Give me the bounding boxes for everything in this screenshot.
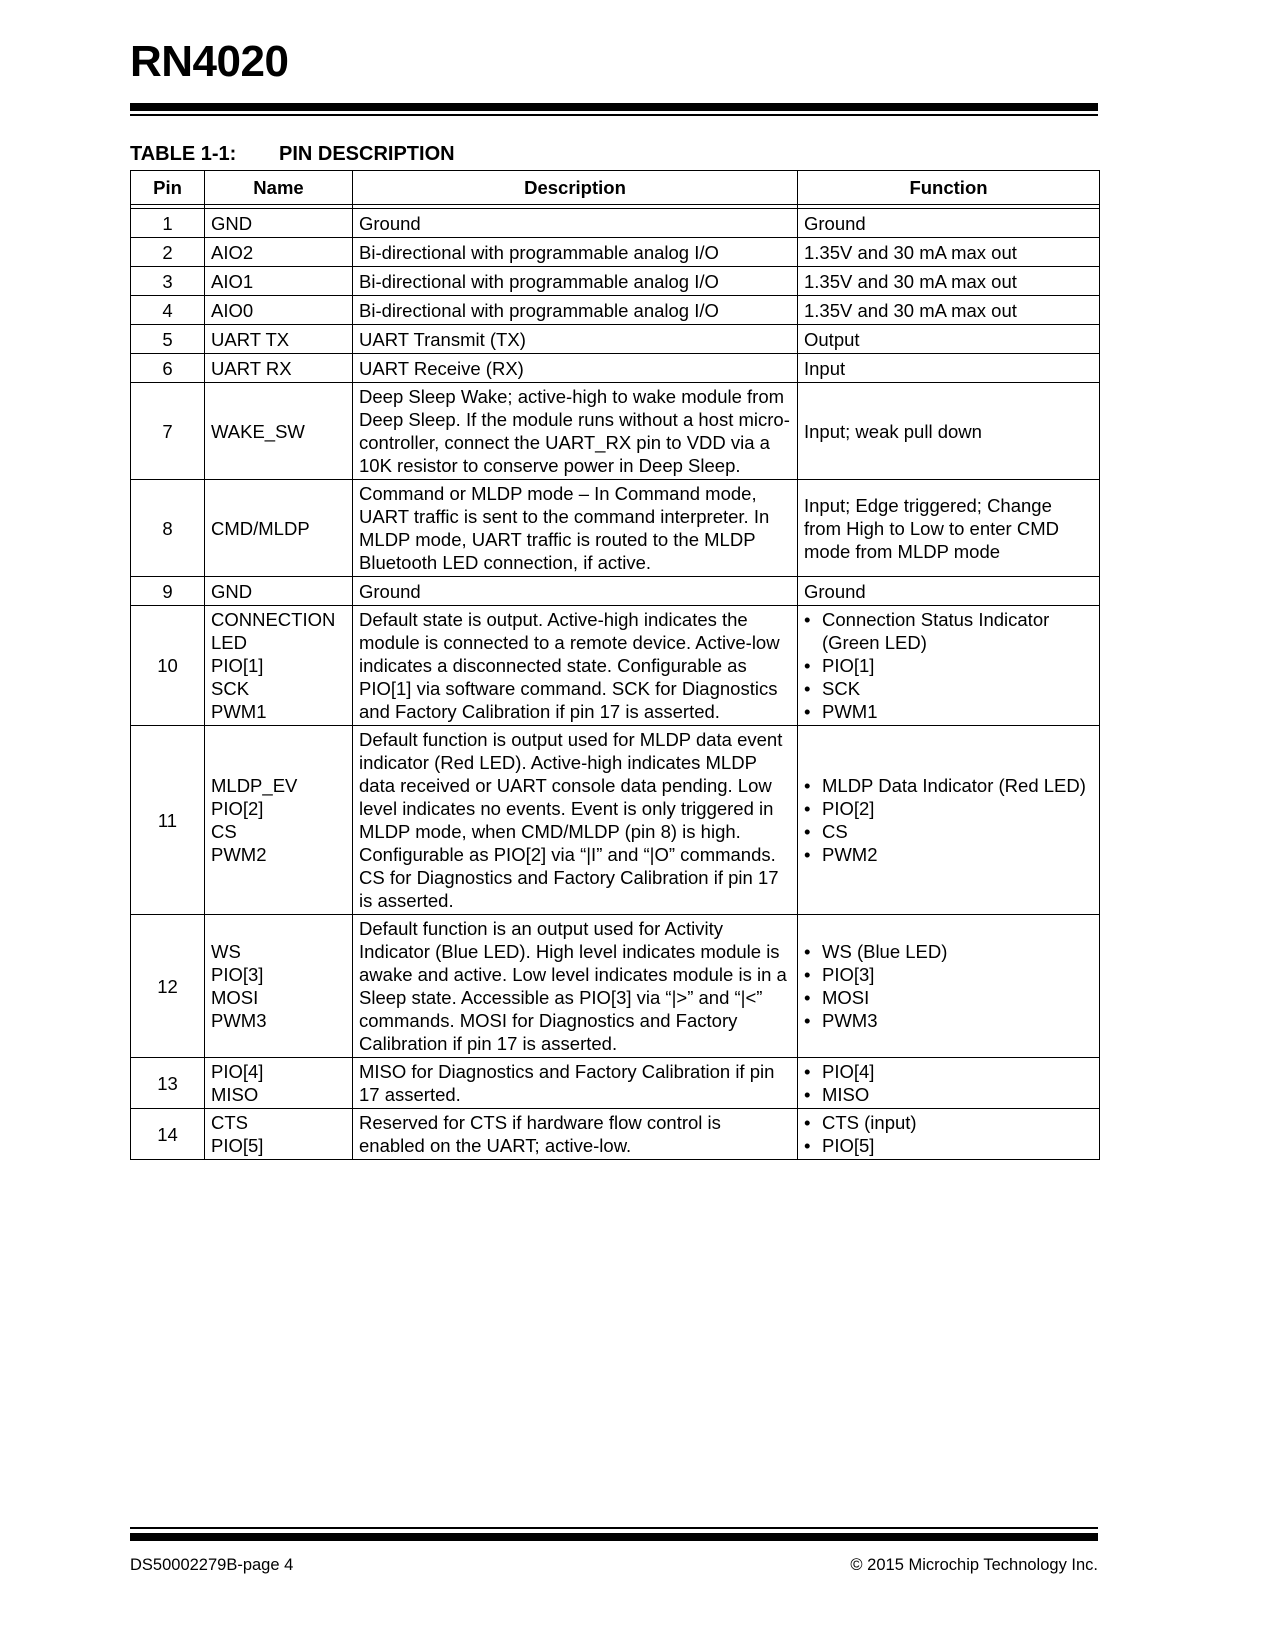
table-row — [131, 1109, 1100, 1160]
pin-description: Deep Sleep Wake; active-high to wake module from Deep Sleep. If the module runs without a host micro-controller, connect the UART_RX pin to VDD via a 10K resistor to conserve power in Deep Sleep. — [353, 383, 798, 480]
pin-description: Bi-directional with programmable analog I/O — [353, 296, 798, 325]
pin-number: 13 — [131, 1058, 205, 1109]
function-text: 1.35V and 30 mA max out — [804, 299, 1017, 321]
pin-function — [798, 238, 1100, 267]
pin-name-line: CTS — [211, 1112, 248, 1133]
pin-name-line: SCK — [211, 678, 250, 699]
pin-name-line: LED — [211, 632, 247, 653]
function-list — [804, 940, 1093, 1032]
table-row — [131, 915, 1100, 1058]
function-list-item: • MISO — [804, 1083, 1093, 1106]
pin-function — [798, 1058, 1100, 1109]
pin-description: MISO for Diagnostics and Factory Calibration if pin 17 asserted. — [353, 1058, 798, 1109]
pin-name-line: PIO[1] — [211, 655, 264, 676]
table-row — [131, 296, 1100, 325]
function-list-item: • PWM3 — [804, 1009, 1093, 1032]
function-text: Input; Edge triggered; Change from High to Low to enter CMD mode from MLDP mode — [804, 494, 1059, 562]
pin-name-line: MISO — [211, 1084, 259, 1105]
pin-number: 3 — [131, 267, 205, 296]
function-list-item: • MLDP Data Indicator (Red LED) — [804, 774, 1093, 797]
function-text: Ground — [804, 580, 866, 602]
pin-description: Ground — [353, 209, 798, 238]
pin-name — [205, 296, 353, 325]
function-list-item: • PWM2 — [804, 843, 1093, 866]
function-list-item: • PIO[5] — [804, 1134, 1093, 1157]
function-list-item: • PIO[3] — [804, 963, 1093, 986]
table-row — [131, 354, 1100, 383]
pin-function — [798, 726, 1100, 915]
pin-number: 7 — [131, 383, 205, 480]
pin-number: 4 — [131, 296, 205, 325]
pin-number: 14 — [131, 1109, 205, 1160]
pin-name — [205, 354, 353, 383]
pin-number: 9 — [131, 577, 205, 606]
table-caption — [130, 143, 455, 166]
pin-number: 2 — [131, 238, 205, 267]
pin-name-line: PIO[4] — [211, 1061, 264, 1082]
pin-name-line: AIO0 — [211, 299, 254, 321]
pin-name-line: PWM2 — [211, 844, 267, 865]
pin-function — [798, 209, 1100, 238]
function-list — [804, 608, 1093, 723]
pin-name — [205, 209, 353, 238]
table-header-row — [131, 171, 1100, 205]
pin-name-line: MLDP_EV — [211, 775, 298, 796]
pin-name — [205, 577, 353, 606]
pin-name — [205, 726, 353, 915]
footer-document-id: DS50002279B-page 4 — [130, 1556, 294, 1574]
function-list — [804, 774, 1093, 866]
pin-name-line: CONNECTION — [211, 609, 336, 630]
pin-name — [205, 915, 353, 1058]
function-text: Input — [804, 357, 846, 379]
pin-name-line: WS — [211, 941, 241, 962]
pin-name-line: AIO2 — [211, 241, 254, 263]
function-list-item: • SCK — [804, 677, 1093, 700]
table-row — [131, 383, 1100, 480]
pin-description: Bi-directional with programmable analog I/O — [353, 267, 798, 296]
footer-copyright: © 2015 Microchip Technology Inc. — [850, 1556, 1098, 1574]
pin-name — [205, 1109, 353, 1160]
function-list-item: • Connection Status Indicator (Green LED) — [804, 608, 1093, 654]
pin-description: Default state is output. Active-high indicates the module is connected to a remote device. Active-low indicates a disconnected state. Configurable as PIO[1] via software command. SCK for Diagnostics and Factory Calibration if pin 17 is asserted. — [353, 606, 798, 726]
header-description: Description — [353, 171, 798, 205]
pin-description: Default function is an output used for Activity Indicator (Blue LED). High level indicates module is awake and active. Low level indicates module is in a Sleep state. Accessible as PIO[3] via “|>” and “|<” commands. MOSI for Diagnostics and Factory Calibration if pin 17 is asserted. — [353, 915, 798, 1058]
pin-number: 6 — [131, 354, 205, 383]
function-list-item: • CTS (input) — [804, 1111, 1093, 1134]
function-list-item: • PIO[4] — [804, 1060, 1093, 1083]
pin-number: 5 — [131, 325, 205, 354]
pin-name-line: GND — [211, 212, 253, 234]
table-row — [131, 325, 1100, 354]
function-list-item: • WS (Blue LED) — [804, 940, 1093, 963]
pin-number: 1 — [131, 209, 205, 238]
table-row — [131, 209, 1100, 238]
pin-name — [205, 1058, 353, 1109]
pin-function — [798, 383, 1100, 480]
header-name: Name — [205, 171, 353, 205]
pin-name-line: PIO[3] — [211, 964, 264, 985]
document-title: RN4020 — [130, 37, 289, 86]
header-function: Function — [798, 171, 1100, 205]
footer-rule-thin — [130, 1527, 1098, 1529]
pin-function — [798, 1109, 1100, 1160]
table-title: PIN DESCRIPTION — [279, 143, 455, 165]
pin-name — [205, 383, 353, 480]
header-rule-thin — [130, 114, 1098, 116]
function-list-item: • MOSI — [804, 986, 1093, 1009]
header-rule-thick — [130, 103, 1098, 111]
table-row — [131, 238, 1100, 267]
table-row — [131, 267, 1100, 296]
table-row — [131, 577, 1100, 606]
header-pin: Pin — [131, 171, 205, 205]
pin-description-table — [130, 170, 1100, 1160]
pin-name-line: CMD/MLDP — [211, 517, 310, 539]
function-text: 1.35V and 30 mA max out — [804, 241, 1017, 263]
function-list-item: • CS — [804, 820, 1093, 843]
pin-name-line: AIO1 — [211, 270, 254, 292]
pin-name-line: PWM3 — [211, 1010, 267, 1031]
pin-function — [798, 915, 1100, 1058]
table-row — [131, 726, 1100, 915]
pin-function — [798, 577, 1100, 606]
pin-description: Ground — [353, 577, 798, 606]
pin-name — [205, 238, 353, 267]
pin-description: Default function is output used for MLDP data event indicator (Red LED). Active-high indicates MLDP data received or UART console data pending. Low level indicates no events. Event is only triggered in MLDP mode, when CMD/MLDP (pin 8) is high. Configurable as PIO[2] via “|I” and “|O” commands. CS for Diagnostics and Factory Calibration if pin 17 is asserted. — [353, 726, 798, 915]
pin-function — [798, 354, 1100, 383]
pin-function — [798, 606, 1100, 726]
pin-number: 10 — [131, 606, 205, 726]
pin-name-line: CS — [211, 821, 237, 842]
pin-name — [205, 267, 353, 296]
pin-description: Reserved for CTS if hardware flow control is enabled on the UART; active-low. — [353, 1109, 798, 1160]
pin-name-line: WAKE_SW — [211, 420, 305, 442]
function-list-item: • PWM1 — [804, 700, 1093, 723]
function-text: Output — [804, 328, 860, 350]
pin-name-line: UART TX — [211, 328, 290, 350]
table-row — [131, 480, 1100, 577]
pin-description: UART Transmit (TX) — [353, 325, 798, 354]
pin-description: Command or MLDP mode – In Command mode, UART traffic is sent to the command interpreter. In MLDP mode, UART traffic is routed to the MLDP Bluetooth LED connection, if active. — [353, 480, 798, 577]
pin-number: 12 — [131, 915, 205, 1058]
table-body — [131, 205, 1100, 1160]
pin-name-line: UART RX — [211, 357, 292, 379]
function-list — [804, 1060, 1093, 1106]
table-row — [131, 606, 1100, 726]
pin-function — [798, 480, 1100, 577]
pin-function — [798, 296, 1100, 325]
pin-description: Bi-directional with programmable analog I/O — [353, 238, 798, 267]
function-text: Ground — [804, 212, 866, 234]
pin-name — [205, 606, 353, 726]
pin-function — [798, 325, 1100, 354]
pin-name-line: GND — [211, 580, 253, 602]
function-list-item: • PIO[1] — [804, 654, 1093, 677]
pin-number: 11 — [131, 726, 205, 915]
function-list — [804, 1111, 1093, 1157]
function-text: Input; weak pull down — [804, 420, 982, 442]
pin-name-line: PWM1 — [211, 701, 267, 722]
table-label: TABLE 1-1: — [130, 143, 237, 165]
pin-name-line: MOSI — [211, 987, 259, 1008]
function-text: 1.35V and 30 mA max out — [804, 270, 1017, 292]
pin-name — [205, 480, 353, 577]
table-row — [131, 1058, 1100, 1109]
pin-number: 8 — [131, 480, 205, 577]
pin-name-line: PIO[5] — [211, 1135, 264, 1156]
footer-rule-thick — [130, 1533, 1098, 1541]
pin-name-line: PIO[2] — [211, 798, 264, 819]
pin-function — [798, 267, 1100, 296]
function-list-item: • PIO[2] — [804, 797, 1093, 820]
pin-name — [205, 325, 353, 354]
pin-description: UART Receive (RX) — [353, 354, 798, 383]
